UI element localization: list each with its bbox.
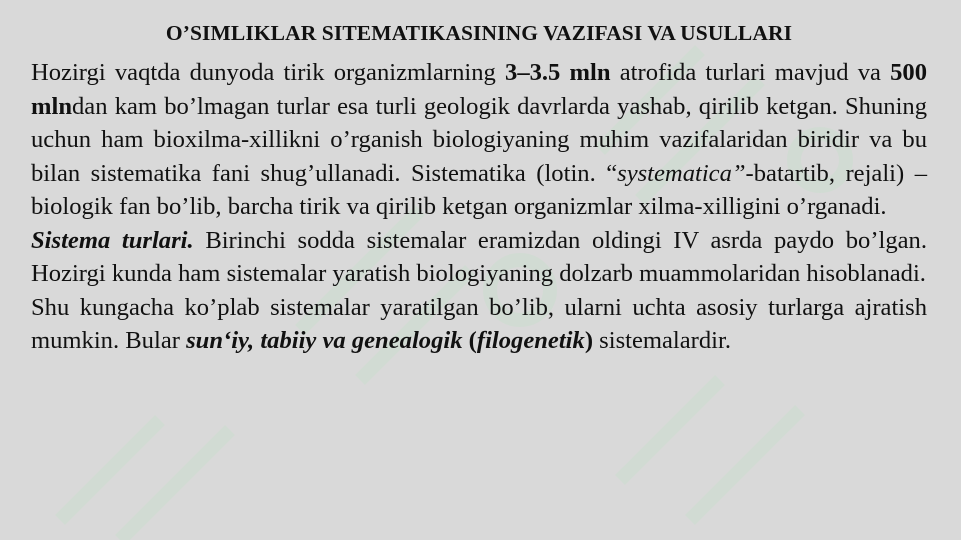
bold-italic-types: sun‘iy, tabiiy va genealogik bbox=[186, 327, 463, 354]
paren-close: ) bbox=[584, 327, 594, 354]
text-run: Hozirgi vaqtda dunyoda tirik organizmlarning bbox=[31, 59, 506, 86]
bold-count-extinct: 500 mln bbox=[31, 59, 927, 120]
text-run: dan kam bo’lmagan turlar esa turli geologik davrlarda yashab, qirilib ketgan. Shuning uchun ham bioxilma-xillikni o’rganish biologiyaning muhim vazifalaridan biridir va bu bilan sistematika fani shug’ullanadi. Sistematika (lotin. “ bbox=[31, 92, 927, 187]
slide-title: O’SIMLIKLAR SITEMATIKASINING VAZIFASI VA USULLARI bbox=[165, 21, 793, 45]
section-heading-inline: Sistema turlari. bbox=[31, 226, 194, 254]
bold-italic-phylogenetic: filogenetik bbox=[476, 327, 585, 354]
paren-open: ( bbox=[468, 327, 477, 354]
paragraph-three-types bbox=[31, 291, 927, 358]
paragraph-intro bbox=[31, 56, 927, 224]
text-run: Birinchi sodda sistemalar eramizdan oldingi IV asrda paydo bo’lgan. Hozirgi kunda ham sistemalar yaratish biologiyaning dolzarb muammolaridan hisoblanadi. bbox=[31, 226, 927, 287]
text-run: atrofida turlari mavjud va bbox=[610, 59, 891, 86]
italic-term: systematica” bbox=[617, 159, 746, 187]
text-run: sistemalardir. bbox=[593, 327, 731, 354]
text-run: Shu kungacha ko’plab sistemalar yaratilgan bo’lib, ularni uchta asosiy turlarga ajratish mumkin. Bular bbox=[31, 293, 927, 354]
paragraph-system-types bbox=[31, 224, 927, 291]
bold-count-living: 3–3.5 mln bbox=[505, 59, 611, 86]
text-run: -batartib, rejali) – biologik fan bo’lib, barcha tirik va qirilib ketgan organizmlar xilma-xilligini o’rganadi. bbox=[31, 159, 927, 220]
